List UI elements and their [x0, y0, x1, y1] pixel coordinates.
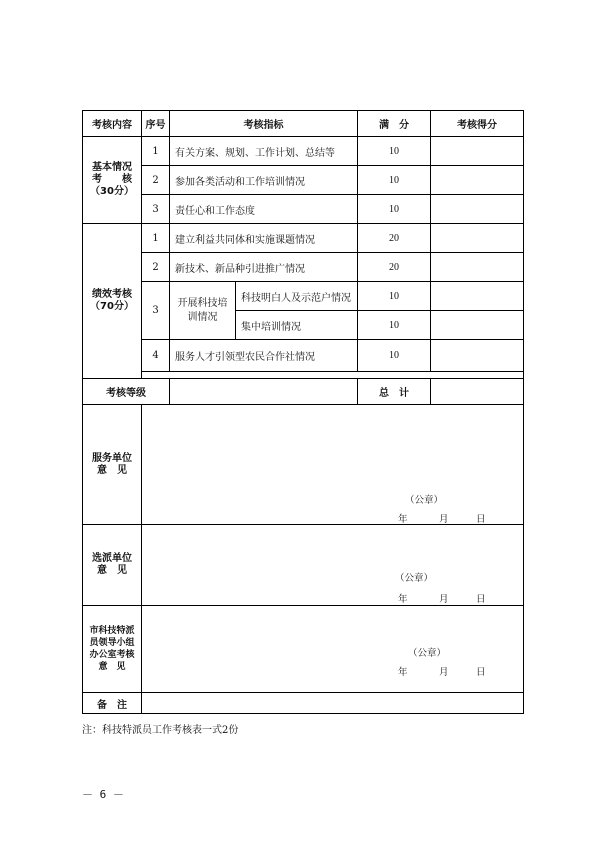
full-score-value: 10 — [358, 340, 431, 372]
total-input-cell[interactable] — [431, 379, 524, 405]
indicator-text: 有关方案、规划、工作计划、总结等 — [170, 137, 358, 166]
full-score-value: 20 — [358, 224, 431, 253]
grade-label: 考核等级 — [83, 379, 170, 405]
basic-category: 基本情况 考 核 （30分） — [83, 137, 142, 224]
dispatch-unit-opinion-label: 选派单位 意 见 — [83, 525, 142, 606]
score-input-cell[interactable] — [431, 253, 524, 282]
date-month: 月 — [439, 667, 449, 678]
indicator-text: 新技术、新品种引进推广情况 — [170, 253, 358, 282]
city-office-opinion-cell[interactable] — [142, 606, 524, 693]
page-number: － 6 － — [82, 788, 124, 801]
table-row — [83, 166, 524, 195]
seal-label: （公章） — [395, 573, 434, 584]
table-row — [83, 137, 524, 166]
row-number: 2 — [142, 253, 170, 282]
row-number: 3 — [142, 282, 170, 340]
date-year: 年 — [398, 667, 408, 678]
header-seq: 序号 — [142, 111, 170, 137]
date-day: 日 — [476, 667, 486, 678]
assessment-table — [82, 110, 524, 714]
header-got-score: 考核得分 — [431, 111, 524, 137]
performance-category: 绩效考核 （70分） — [83, 224, 142, 379]
indicator-text: 建立利益共同体和实施课题情况 — [170, 224, 358, 253]
table-row — [83, 195, 524, 224]
score-input-cell[interactable] — [431, 224, 524, 253]
opinion-row — [83, 405, 524, 525]
service-unit-opinion-cell[interactable] — [142, 405, 524, 525]
grade-row — [83, 379, 524, 405]
date-month: 月 — [439, 514, 449, 525]
header-content: 考核内容 — [83, 111, 142, 137]
table-row — [83, 253, 524, 282]
full-score-value: 10 — [358, 311, 431, 340]
opinion-row — [83, 606, 524, 693]
row-number: 2 — [142, 166, 170, 195]
spacer-cell — [142, 372, 524, 379]
header-indicator: 考核指标 — [170, 111, 358, 137]
table-row — [83, 224, 524, 253]
full-score-value: 10 — [358, 137, 431, 166]
indicator-text: 集中培训情况 — [236, 311, 358, 340]
score-input-cell[interactable] — [431, 166, 524, 195]
indicator-text: 责任心和工作态度 — [170, 195, 358, 224]
grade-input-cell[interactable] — [170, 379, 358, 405]
remark-row — [83, 693, 524, 714]
table-row — [83, 282, 524, 311]
spacer-row — [83, 372, 524, 379]
header-full-score: 满 分 — [358, 111, 431, 137]
score-input-cell[interactable] — [431, 311, 524, 340]
dispatch-unit-opinion-cell[interactable] — [142, 525, 524, 606]
seal-label: （公章） — [408, 648, 447, 659]
full-score-value: 10 — [358, 282, 431, 311]
date-day: 日 — [476, 594, 486, 605]
indicator-text: 服务人才引领型农民合作社情况 — [170, 340, 358, 372]
training-group-label: 开展科技培 训情况 — [170, 282, 236, 340]
table-row — [83, 340, 524, 372]
date-year: 年 — [398, 514, 408, 525]
full-score-value: 10 — [358, 166, 431, 195]
date-day: 日 — [476, 514, 486, 525]
city-office-opinion-label: 市科技特派 员领导小组 办公室考核 意 见 — [83, 606, 142, 693]
score-input-cell[interactable] — [431, 340, 524, 372]
score-input-cell[interactable] — [431, 282, 524, 311]
score-input-cell[interactable] — [431, 195, 524, 224]
service-unit-opinion-label: 服务单位 意 见 — [83, 405, 142, 525]
row-number: 4 — [142, 340, 170, 372]
remark-label: 备 注 — [83, 693, 142, 714]
date-year: 年 — [398, 594, 408, 605]
footnote: 注：科技特派员工作考核表一式2份 — [82, 725, 239, 736]
header-row — [83, 111, 524, 137]
indicator-text: 参加各类活动和工作培训情况 — [170, 166, 358, 195]
full-score-value: 10 — [358, 195, 431, 224]
row-number: 1 — [142, 137, 170, 166]
row-number: 3 — [142, 195, 170, 224]
score-input-cell[interactable] — [431, 137, 524, 166]
opinion-row — [83, 525, 524, 606]
indicator-text: 科技明白人及示范户情况 — [236, 282, 358, 311]
total-label: 总 计 — [358, 379, 431, 405]
seal-label: （公章） — [405, 495, 444, 506]
remark-input-cell[interactable] — [142, 693, 524, 714]
row-number: 1 — [142, 224, 170, 253]
date-month: 月 — [439, 594, 449, 605]
full-score-value: 20 — [358, 253, 431, 282]
